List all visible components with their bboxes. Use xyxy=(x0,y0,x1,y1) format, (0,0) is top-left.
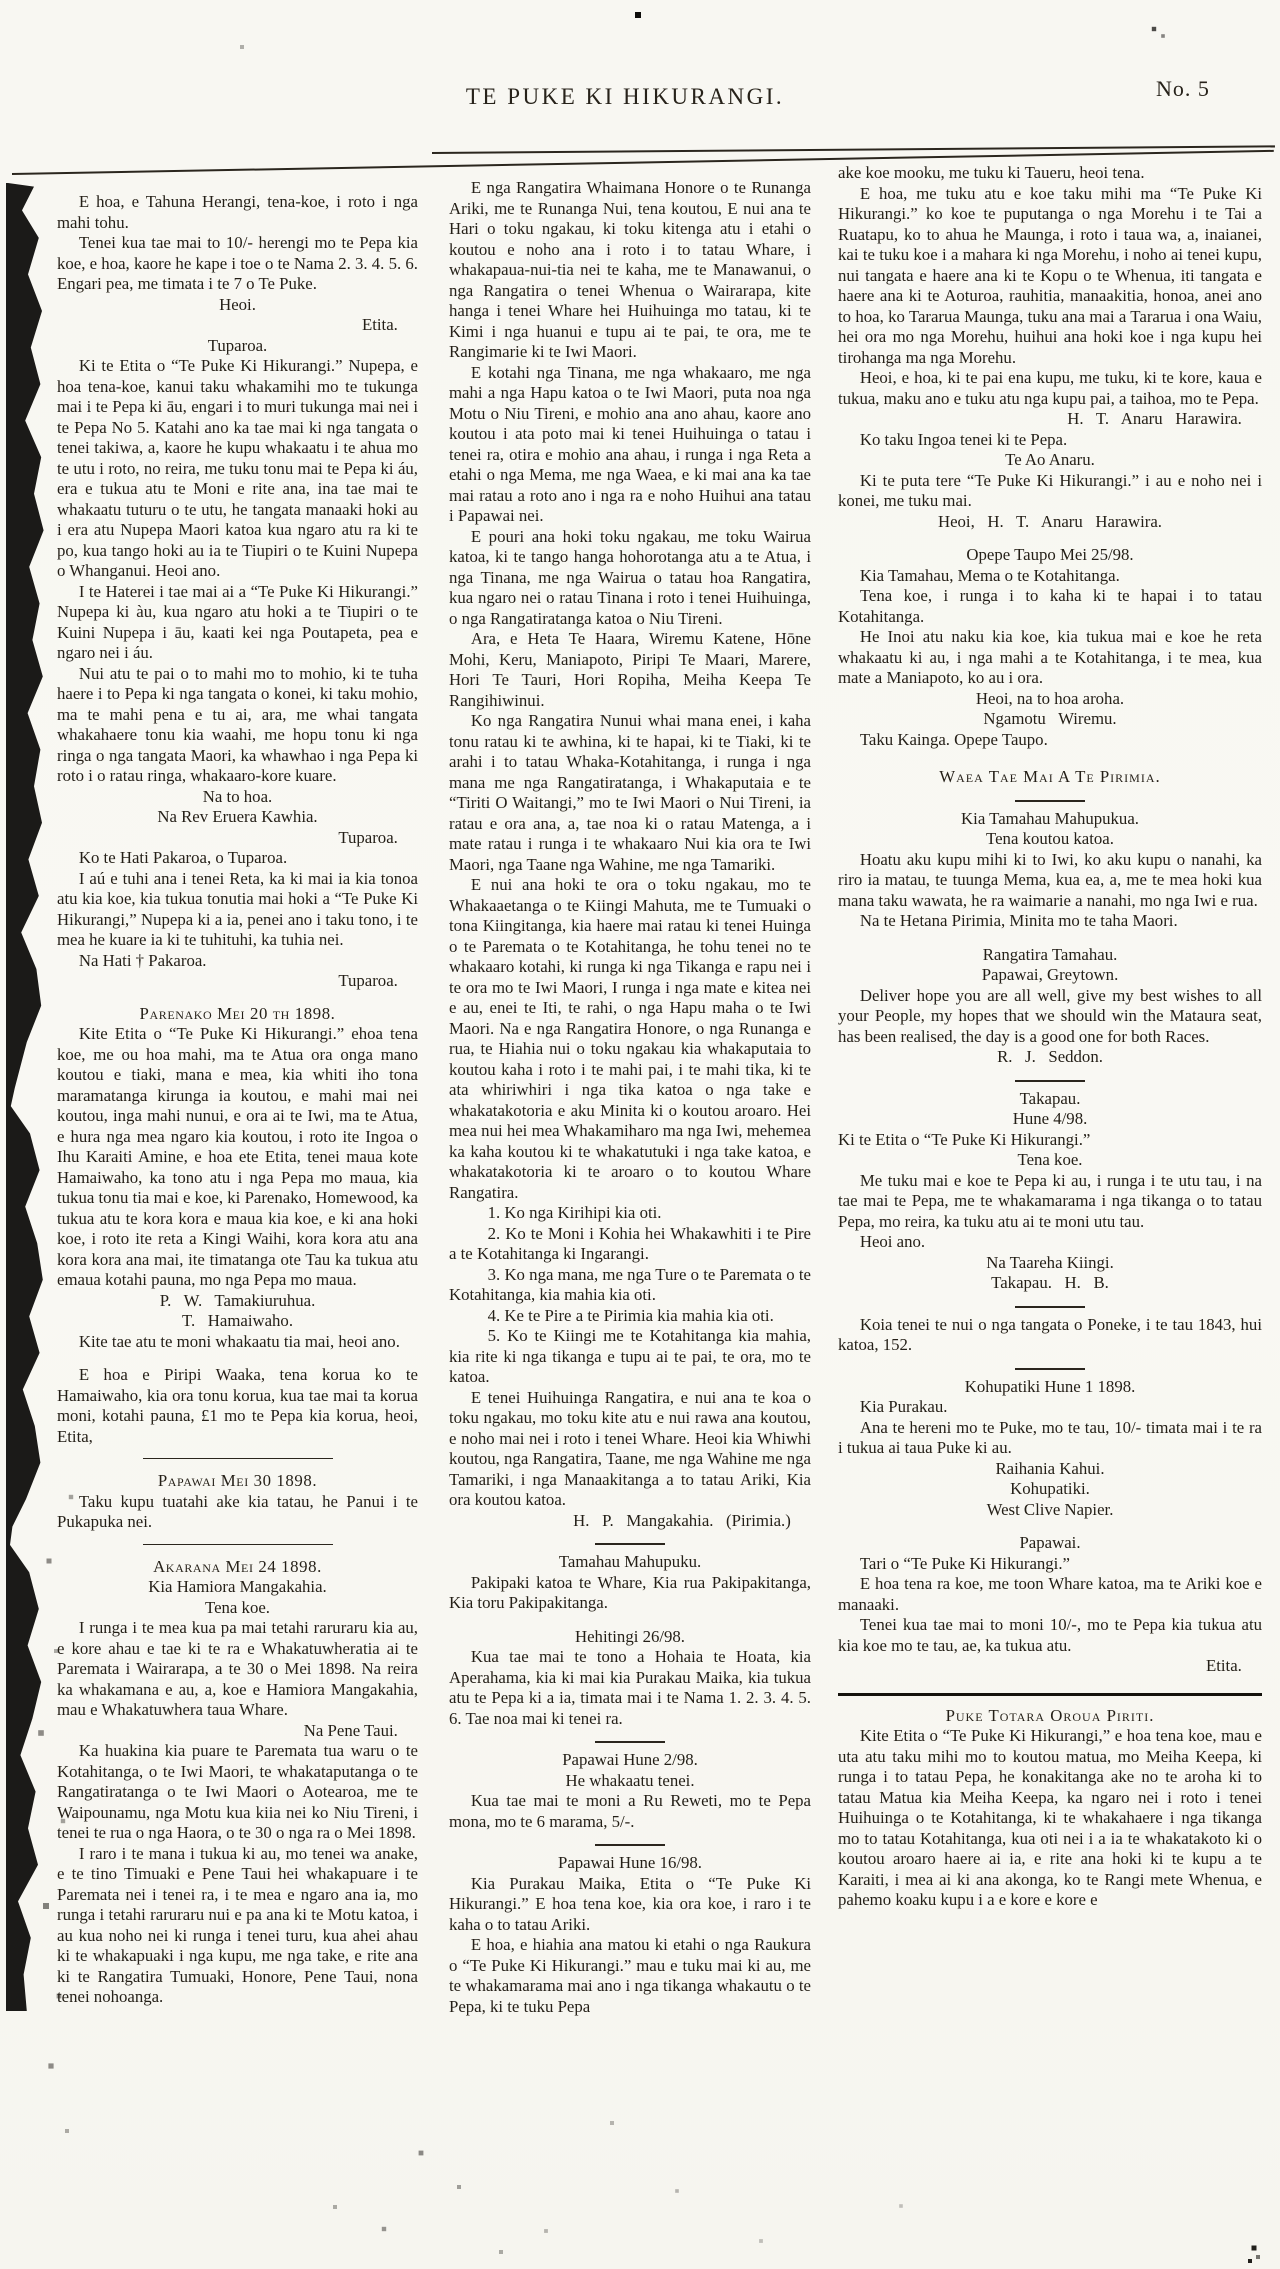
paragraph: Tari o “Te Puke Ki Hikurangi.” xyxy=(859,1553,1070,1573)
section-gap xyxy=(449,1614,811,1627)
text-line: Heoi ano. xyxy=(859,1232,926,1251)
paragraph: Tenei kua tae mai to 10/- herengi mo te Pepa kia koe, e hoa, kaore he kape i toe o te Nama 2. 3. 4. 5. 6. Engari pea, me timata i te 7 o Te Puke. xyxy=(57,233,418,293)
paragraph-continuation: Ki te Etita o “Te Puke Ki Hikurangi.” xyxy=(838,1129,1091,1149)
separator-rule xyxy=(1015,1080,1085,1082)
paragraph: Ki te Etita o “Te Puke Ki Hikurangi.” Nupepa, e hoa tena-koe, kanui taku whakamihi mo te tukunga mai i te Pepa ki āu, engari i to muri tukunga mai nei i te Pepa No 5. Katahi ano ka tae mai ki nga tangata o tenei takiwa, a, kaore he kupu whakaatu i te ahua mo te utu i roto, no reira, me tuku tonu mai te Pepa ki áu, era e tukua atu te Moni e rite ana, ina tae mai te whakaatu tuturu o te utu, he tangata manaaki hoki au i era atu Nupepa Maori katoa kua ngaro atu ra ki te po, kua tango hoki au ia te Tiupiri o te Kuini Nupepa o Whanganui. Heoi ano. xyxy=(57,356,418,580)
paragraph: Kite Etita o “Te Puke Ki Hikurangi,” e hoa tena koe, mau e uta atu taku mihi mo to koutou matua, mo Meiha Keepa, ki runga i to tatau Pepa, he konakitanga ake no te aroha ki to tatau Matua kia Meiha Keepa, ka ngaro nei i roto i tenei Huihuinga o te Kotahitanga, ki te whakahaere i nga tikanga mo to tatau Kotahitanga, kua oti nei i a ia te whakatakoto ki o koutou aroaro haere ai ia, e rite ana hoki ki te kupu a te Karaiti, i mea ai ki ana akonga, ko te Rangi mete Whenua, e pahemo koaku kupu i a e kore e kore e xyxy=(838,1726,1262,1909)
newspaper-column-3 xyxy=(838,163,1262,1911)
section-heading: Waea Tae Mai A Te Pirimia. xyxy=(939,767,1161,786)
paragraph: E hoa tena ra koe, me toon Whare katoa, ma te Ariki koe e manaaki. xyxy=(838,1574,1262,1614)
paragraph: E kotahi nga Tinana, me nga whakaaro, me nga mahi a nga Hapu katoa o te Iwi Maori, puta noa nga Motu o Niu Tireni, e mohio ana ano ahau, kaore ano koutou i ata poto mai ki tenei Huihuinga o tatau i tenei ra, otira e mohio ana ahau, i runga i nga Reta a etahi o nga Mema, me nga Waea, e ki mai ana ka tae mai ratau a roto ano i nga ra e noho Huihui ana tatau i Papawai nei. xyxy=(449,362,811,525)
text-line: H. T. Anaru Harawira. xyxy=(1067,409,1242,428)
section-heading: Puke Totara Oroua Piriti. xyxy=(945,1705,1155,1725)
paragraph: Kua tae mai te tono a Hohaia te Hoata, kia Aperahama, kia ki mai kia Purakau Maika, kia tukua atu te Pepa ki a ia, timata mai i te Nama 1. 2. 3. 4. 5. 6. Tae noa mai ki tenei ra. xyxy=(449,1647,811,1728)
text-line: Tuparoa. xyxy=(207,335,268,355)
text-line: Na to hoa. xyxy=(202,786,273,806)
paragraph: I te Haterei i tae mai ai a “Te Puke Ki Hikurangi.” Nupepa ki àu, kua ngaro atu hoki a te Tiupiri o te Kuini Nupepa i āu, kaati kei nga Poutapeta, pea e ngaro nei i áu. xyxy=(57,581,418,662)
list-item: 2. Ko te Moni i Kohia hei Whakawhiti i te Pire a te Kotahitanga ki Ingarangi. xyxy=(449,1223,811,1263)
paragraph: Kite tae atu te moni whakaatu tia mai, heoi ano. xyxy=(78,1331,400,1351)
paragraph-continuation: ake koe mooku, me tuku ki Taueru, heoi tena. xyxy=(838,163,1145,182)
ink-smudge-strip xyxy=(6,183,46,2011)
separator-rule xyxy=(595,1844,665,1846)
paragraph: Kia Tamahau, Mema o te Kotahitanga. xyxy=(859,565,1120,585)
newspaper-column-2 xyxy=(449,178,811,2017)
paragraph: Ko nga Rangatira Nunui whai mana enei, i kaha tonu ratau ki te awhina, ki te hapai, ki te Tiaki, ki te arahi i to tatau Whaka-Kotahitanga, i runga i nga mana me nga Rangatiratanga, i Whakaputaia e te “Tiriti O Waitangi,” mo te Iwi Maori o Nui Tireni, ia ratau e ora ana, a, tae noa ki o ratau Matenga, a i mate ratau i runga i te whakaaro Nui kia ora te Iwi Maori, nga Taane nga Wahine, me nga Tamariki. xyxy=(449,711,811,874)
paragraph: E hoa, me tuku atu e koe taku mihi ma “Te Puke Ki Hikurangi.” ko koe te puputanga o nga Morehu i te Tai a Ruatapu, ko to ahua he Maunga, i roto i taua wa, a, inaianei, kai te tuku koe i a mahara ki nga Morehu, i noho ai tenei kupu, nui tangata e haere ana ki te Kopu o te Whenua, iti tangata e haere ana ki te Aoturoa, rauhitia, manaakitia, honoa, anei ano to hoa, ko Tararua Maunga, tuku ana mai a Tararua i ona Waiu, hei ora mo nga Morehu, huihui ana hoki koe i nga kupu hei tirohanga ma nga Morehu. xyxy=(838,183,1262,367)
section-gap xyxy=(838,932,1262,945)
text-line: Takapau. xyxy=(1019,1088,1081,1108)
text-line: Papawai Hune 2/98. xyxy=(562,1750,698,1769)
separator-rule xyxy=(143,1458,333,1459)
text-line: Hune 4/98. xyxy=(1012,1109,1088,1128)
text-line: Ngamotu Wiremu. xyxy=(983,709,1117,728)
newspaper-column-1 xyxy=(57,192,418,2008)
list-item: 1. Ko nga Kirihipi kia oti. xyxy=(487,1203,662,1222)
heavy-separator-rule xyxy=(838,1693,1262,1696)
paragraph: I raro i te mana i tukua ki au, mo tenei wa anake, e te tino Timuaki e Pene Taui hei whakapuare i te Paremata nei i tenei ra, i te mea e ngaro ana ia, mo runga i tetahi raruraru nui e pa ana ki te Motu katoa, i au kua noho nei ki runga i tenei turu, kua ahei ahau ki te whakapuaki i nga kupu, me nga take, e rite ana ki te Rangatira Tumuaki, Honore, Pene Taui, nona tenei nohoanga. xyxy=(57,1843,418,2006)
text-line: Na Taareha Kiingi. xyxy=(986,1252,1114,1272)
paragraph: Kua tae mai te moni a Ru Reweti, mo te Pepa mona, mo te 6 marama, 5/-. xyxy=(449,1791,811,1831)
paragraph: Ana te hereni mo te Puke, mo te tau, 10/- timata mai i te ra i tukua ai taua Puke ki au. xyxy=(838,1417,1262,1457)
page-title: TE PUKE KI HIKURANGI. xyxy=(465,84,785,109)
paragraph: E nga Rangatira Whaimana Honore o te Runanga Ariki, me te Runanga Nui, tena koutou, E nui ana te Hari o toku ngakau, ki toku kitenga atu i etahi o koutou e noho ana i roto i to tatau Whare, i whakapaua-nui-tia nei te kaha, me te Manawanui, o nga Rangatira o tenei Whenua o Wairarapa, kite hanga i tenei Whare hei Huihuinga mo tatau, ki te Kimi i nga huanui e tupu ai te pai, te ora, me te Rangimarie ki te Iwi Maori. xyxy=(449,178,811,361)
paragraph: I aú e tuhi ana i tenei Reta, ka ki mai ia kia tonoa atu kia koe, kia tukua tonutia mai hoki a “Te Puke Ki Hikurangi,” Nupepa ki a ia, penei ano i taku tono, i te mea he kuare ia ki te tuhituhi, ka tuhia nei. xyxy=(57,868,418,949)
text-line: Heoi. xyxy=(219,294,256,314)
text-line: Heoi, H. T. Anaru Harawira. xyxy=(937,511,1163,531)
text-line: Tamahau Mahupuku. xyxy=(558,1552,702,1571)
paragraph: Nui atu te pai o to mahi mo to mohio, ki te tuha haere i to Pepa ki nga tangata o konei, ki taku mohio, ma te mahi pena e tu ai, ara, me whai tangata whakahaere tonu kia waahi, me hopu tonu ki nga ringa o nga tangata Maori, ka whawhao i nga Pepa ki roto i o ratau ringa, whakaaro-kore kuare. xyxy=(57,663,418,785)
paragraph: Kia Purakau Maika, Etita o “Te Puke Ki Hikurangi.” E hoa tena koe, kia ora koe, i raro i te kaha o to tatau Ariki. xyxy=(449,1873,811,1934)
text-line: T. Hamaiwaho. xyxy=(181,1311,294,1330)
list-item: 4. Ke te Pire a te Pirimia kia mahia kia oti. xyxy=(487,1305,774,1325)
text-line: Papawai. xyxy=(1019,1533,1081,1552)
paragraph: Ara, e Heta Te Haara, Wiremu Katene, Hōne Mohi, Keru, Maniapoto, Piripi Te Maari, Marere, Hori Te Tauri, Hori Ropiha, Meiha Keepa Te Rangihiwinui. xyxy=(449,629,811,710)
paragraph: Deliver hope you are all well, give my best wishes to all your People, my hopes that we should win the Mataura seat, has been realised, the day is a good one for both Races. xyxy=(838,985,1262,1046)
paragraph: Pakipaki katoa te Whare, Kia rua Pakipakitanga, Kia toru Pakipakitanga. xyxy=(449,1572,811,1612)
list-item: 3. Ko nga mana, me nga Ture o te Paremata o te Kotahitanga, kia mahia kia oti. xyxy=(449,1264,811,1304)
text-line: Tena koe. xyxy=(1017,1150,1083,1169)
text-line: Na Pene Taui. xyxy=(303,1720,398,1740)
separator-rule xyxy=(595,1543,665,1545)
separator-rule xyxy=(595,1741,665,1743)
paragraph: I runga i te mea kua pa mai tetahi raruraru kia au, e kore ahau e tae ki te ra e Whakatuwheratia ai te Paremata i Wairarapa, a te 30 o Mei 1898. Na reira ka whakamana e au, a, koe e Hamiora Mangakahia, mau e Whakatuwhera taua Whare. xyxy=(57,1618,418,1719)
paragraph: E pouri ana hoki toku ngakau, me toku Wairua katoa, ki te tango hanga hohorotanga atu a te Atua, i nga Tinana, me nga Wairua o tatau hoa Rangatira, kua ngaro nei o ratau Tinana i roto i tenei Huihuinga, o nga Rangatiratanga katoa o Niu Tireni. xyxy=(449,526,811,628)
list-item: 5. Ko te Kiingi me te Kotahitanga kia mahia, kia rite ki nga tikanga e tupu ai te pai, te ora, mo te katoa. xyxy=(449,1326,811,1386)
text-line: Tena koe. xyxy=(205,1597,270,1617)
section-gap xyxy=(838,750,1262,763)
section-gap xyxy=(838,532,1262,545)
paragraph: Kia Purakau. xyxy=(859,1397,948,1416)
section-gap xyxy=(838,1520,1262,1533)
paragraph: Kite Etita o “Te Puke Ki Hikurangi.” ehoa tena koe, me ou hoa mahi, ma te Atua ora onga mano koutou e tiaki, mana e mea, kia whiti iho tona maramatanga kirunga ia koutou, e mahi mai nei koutou, inga mahi nunui, e ora ai te Iwi, ma te Atua, e hura nga mea ngaro kia koutou, i roto ite Ingoa o Ihu Karaiti Amine, e hoa ete Etita, tenei maua kote Hamaiwaho, ka tono atu i nga Pepa mo maua, kia tukua tonu tia mai e koe, ki Parenako, Homewood, ka tukua atu te kora kora e maua kia koe, e ki ana hoki koe, i roto ite reta a Kingi Waihi, kora kora atu ana kora kora ana mai, ite timatanga ote Tau ka tukua atu emaua kotahi pauna, mo nga Pepa mo maua. xyxy=(57,1024,418,1289)
separator-rule xyxy=(1015,800,1085,802)
paragraph: Me tuku mai e koe te Pepa ki au, i runga i te utu tau, i na tae mai te Pepa, me te whakamarama i nga tikanga o to tatau Pepa, mo reira, ka tuku atu ai te moni utu tau. xyxy=(838,1170,1262,1231)
text-line: Taku Kainga. Opepe Taupo. xyxy=(859,729,1048,749)
dateline: Papawai Mei 30 1898. xyxy=(157,1471,318,1490)
paragraph: Koia tenei te nui o nga tangata o Poneke, i te tau 1843, hui katoa, 152. xyxy=(838,1314,1262,1354)
text-line: P. W. Tamakiuruhua. xyxy=(159,1290,316,1310)
paragraph: Ko te Hati Pakaroa, o Tuparoa. xyxy=(78,848,288,867)
text-line: West Clive Napier. xyxy=(986,1499,1114,1519)
paragraph: He Inoi atu naku kia koe, kia tukua mai e koe he reta whakaatu ki au, i nga mahi a te Kotahitanga, i te mea, kua mate a Maniapoto, ko au i ora. xyxy=(838,627,1262,687)
paragraph: Na te Hetana Pirimia, Minita mo te taha Maori. xyxy=(859,911,1178,930)
paragraph: Ki te puta tere “Te Puke Ki Hikurangi.” i au e noho nei i konei, me tuku mai. xyxy=(838,470,1262,510)
text-line: Etita. xyxy=(361,315,398,334)
scan-speckles xyxy=(0,0,2,2)
text-line: Rangatira Tamahau. xyxy=(982,944,1118,964)
text-line: Kia Hamiora Mangakahia. xyxy=(148,1577,327,1596)
paragraph: E hoa e Piripi Waaka, tena korua ko te Hamaiwaho, kia ora tonu korua, kua tae mai ta korua moni, kotahi pauna, £1 mo te Pepa kia korua, heoi, Etita, xyxy=(57,1365,418,1446)
separator-rule xyxy=(1015,1368,1085,1370)
text-line: Kia Tamahau Mahupukua. xyxy=(961,808,1139,828)
text-line: He whakaatu tenei. xyxy=(565,1770,695,1790)
text-line: H. P. Mangakahia. (Pirimia.) xyxy=(573,1510,791,1530)
text-line: Na Hati † Pakaroa. xyxy=(78,950,207,970)
text-line: Takapau. H. B. xyxy=(991,1273,1109,1292)
paragraph: Ko taku Ingoa tenei ki te Pepa. xyxy=(859,429,1068,449)
dateline: Parenako Mei 20 th 1898. xyxy=(139,1003,336,1023)
paragraph: Tenei kua tae mai to moni 10/-, mo te Pepa kia tukua atu kia koe mo te tau, ae, ka tukua atu. xyxy=(838,1615,1262,1655)
text-line: Na Rev Eruera Kawhia. xyxy=(157,807,318,826)
paragraph: Ka huakina kia puare te Paremata tua waru o te Kotahitanga, o te Iwi Maori, te whakataputanga o te Rangatiratanga o te Iwi Maori o Aotearoa, me te Waipounamu, nga Motu kua kiia nei ko Niu Tireni, i tenei te rua o nga Haora, o te 30 o nga ra o Mei 1898. xyxy=(57,1741,418,1842)
separator-rule xyxy=(1015,1306,1085,1308)
text-line: Kohupatiki Hune 1 1898. xyxy=(964,1376,1136,1396)
section-gap xyxy=(57,1352,418,1365)
paragraph: E hoa, e Tahuna Herangi, tena-koe, i roto i nga mahi tohu. xyxy=(57,192,418,232)
text-line: Papawai Hune 16/98. xyxy=(557,1853,702,1872)
text-line: Heoi, na to hoa aroha. xyxy=(975,688,1125,708)
text-line: Hehitingi 26/98. xyxy=(574,1626,685,1646)
text-line: Tuparoa. xyxy=(338,971,398,990)
text-line: Tena koutou katoa. xyxy=(986,829,1114,848)
text-line: R. J. Seddon. xyxy=(997,1047,1103,1066)
paragraph: Heoi, e hoa, ki te pai ena kupu, me tuku, ki te kore, kaua e tukua, maku ano e tuku atu nga kupu pai, a taihoa, mo te Pepa. xyxy=(838,368,1262,408)
text-line: Etita. xyxy=(1205,1656,1242,1675)
paragraph: E hoa, e hiahia ana matou ki etahi o nga Raukura o “Te Puke Ki Hikurangi.” mau e tuku mai ki au, me te whakamarama mai ano i nga tikanga whakautu o te Pepa, ki te tuku Pepa xyxy=(449,1935,811,2016)
paragraph: Hoatu aku kupu mihi ki to Iwi, ko aku kupu o nanahi, ka riro ia matau, te tuunga Mema, kua ea, a, me te mea hoki kua mana taku wawata, he ra waimarie a nanahi, mo nga Iwi e rua. xyxy=(838,849,1262,910)
text-line: Papawai, Greytown. xyxy=(981,965,1119,984)
paragraph: E nui ana hoki te ora o toku ngakau, mo te Whakaaetanga o te Kiingi Mahuta, me te Tumuaki o tona Kiingitanga, kia haere mai ratau ki tenei Huinga o te Paremata o te Kotahitanga, he tohu tenei no te whakaaro kotahi, ki runga ki nga Tikanga e rapu nei i te ora mo te Iwi Maori, I runga i nga mate e kitea nei e au, enei te Iti, te rahi, o nga Hapu maha o te Iwi Maori. Na e nga Rangatira Honore, o nga Runanga e rua, te Hiahia nui o toku ngakau kia whakaputaia to koutou kaha i roto i te mahi pai, i te mahi tika, ki te ata whiriwhiri i nga tika katoa o nga take e whakatakotoria e aku Minita ki o koutou aroaro. Hei mea nui hei mea Whakamiharo ma nga Iwi, mehemea ka kaha koutou ki te whakatutuki i nga take katoa, e whakatakotoria ki te aroaro o to koutou Whare Rangatira. xyxy=(449,875,811,1202)
text-line: Opepe Taupo Mei 25/98. xyxy=(966,545,1134,564)
text-line: Tuparoa. xyxy=(338,827,398,847)
text-line: Te Ao Anaru. xyxy=(1005,450,1095,469)
dateline: Akarana Mei 24 1898. xyxy=(153,1556,322,1576)
paragraph: Tena koe, i runga i to kaha ki te hapai i to tatau Kotahitanga. xyxy=(838,586,1262,626)
separator-rule xyxy=(143,1544,333,1545)
text-line: Kohupatiki. xyxy=(1010,1479,1090,1498)
issue-number: No. 5 xyxy=(1156,76,1210,101)
text-line: Raihania Kahui. xyxy=(995,1458,1105,1478)
paragraph: Taku kupu tuatahi ake kia tatau, he Panui i te Pukapuka nei. xyxy=(57,1491,418,1531)
paragraph: E tenei Huihuinga Rangatira, e nui ana te koa o toku ngakau, mo toku kite atu e nui rawa ana koutou, e noho mai nei i roto i tenei Whare. Heoi kia Whiwhi koutou, nga Rangatira, Taane, me nga Wahine me nga Tamariki, i nga Manaakitanga a to tatau Ariki, Kia ora koutou katoa. xyxy=(449,1387,811,1509)
